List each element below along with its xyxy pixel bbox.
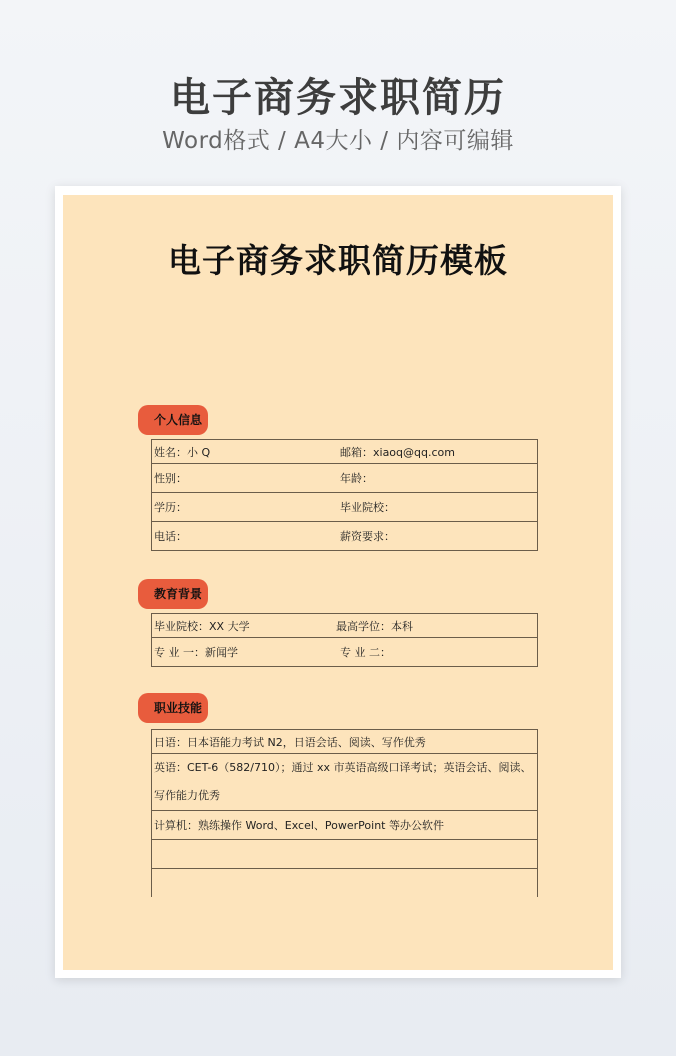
table-row <box>152 614 538 638</box>
section-heading-skills: 职业技能 <box>138 693 208 723</box>
highest-degree-field: 最高学位：本科 <box>336 619 413 633</box>
resume-sheet <box>63 195 613 970</box>
phone-field: 电话： <box>154 530 187 543</box>
japanese-skill: 日语：日本语能力考试 N2，日语会话、阅读、写作优秀 <box>152 730 538 754</box>
degree-field: 学历： <box>154 501 187 514</box>
gender-field: 性别： <box>154 472 187 485</box>
personal-info-table <box>151 439 538 551</box>
major-two-field: 专 业 二： <box>340 646 391 659</box>
education-table <box>151 613 538 667</box>
document-preview <box>55 186 621 978</box>
age-field: 年龄： <box>340 472 373 485</box>
table-row <box>152 493 538 522</box>
document-title: 电子商务求职简历模板 <box>168 241 508 280</box>
section-heading-personal: 个人信息 <box>138 405 208 435</box>
table-row <box>152 811 538 840</box>
header-title: 电子商务求职简历 <box>170 75 506 121</box>
school-field: 毕业院校： <box>340 501 395 514</box>
table-row <box>152 464 538 493</box>
skills-table <box>151 729 538 897</box>
table-row <box>152 638 538 667</box>
table-row <box>152 840 538 869</box>
empty-skill-row <box>152 869 538 897</box>
computer-skill: 计算机：熟练操作 Word、Excel、PowerPoint 等办公软件 <box>152 811 538 840</box>
email-field: 邮箱：xiaoq@qq.com <box>340 445 455 459</box>
table-row <box>152 440 538 464</box>
table-row <box>152 869 538 897</box>
table-row <box>152 522 538 551</box>
table-row <box>152 730 538 754</box>
graduate-school-field: 毕业院校：XX 大学 <box>154 619 250 633</box>
header-subtitle: Word格式 / A4大小 / 内容可编辑 <box>162 128 514 154</box>
major-one-field: 专 业 一：新闻学 <box>154 646 238 659</box>
empty-skill-row <box>152 840 538 869</box>
english-skill: 英语：CET-6（582/710）；通过 xx 市英语高级口译考试；英语会话、阅读、写作能力优秀 <box>152 754 538 811</box>
name-field: 姓名：小 Q <box>154 445 211 459</box>
section-heading-education: 教育背景 <box>138 579 208 609</box>
table-row <box>152 754 538 811</box>
salary-field: 薪资要求： <box>340 530 395 543</box>
